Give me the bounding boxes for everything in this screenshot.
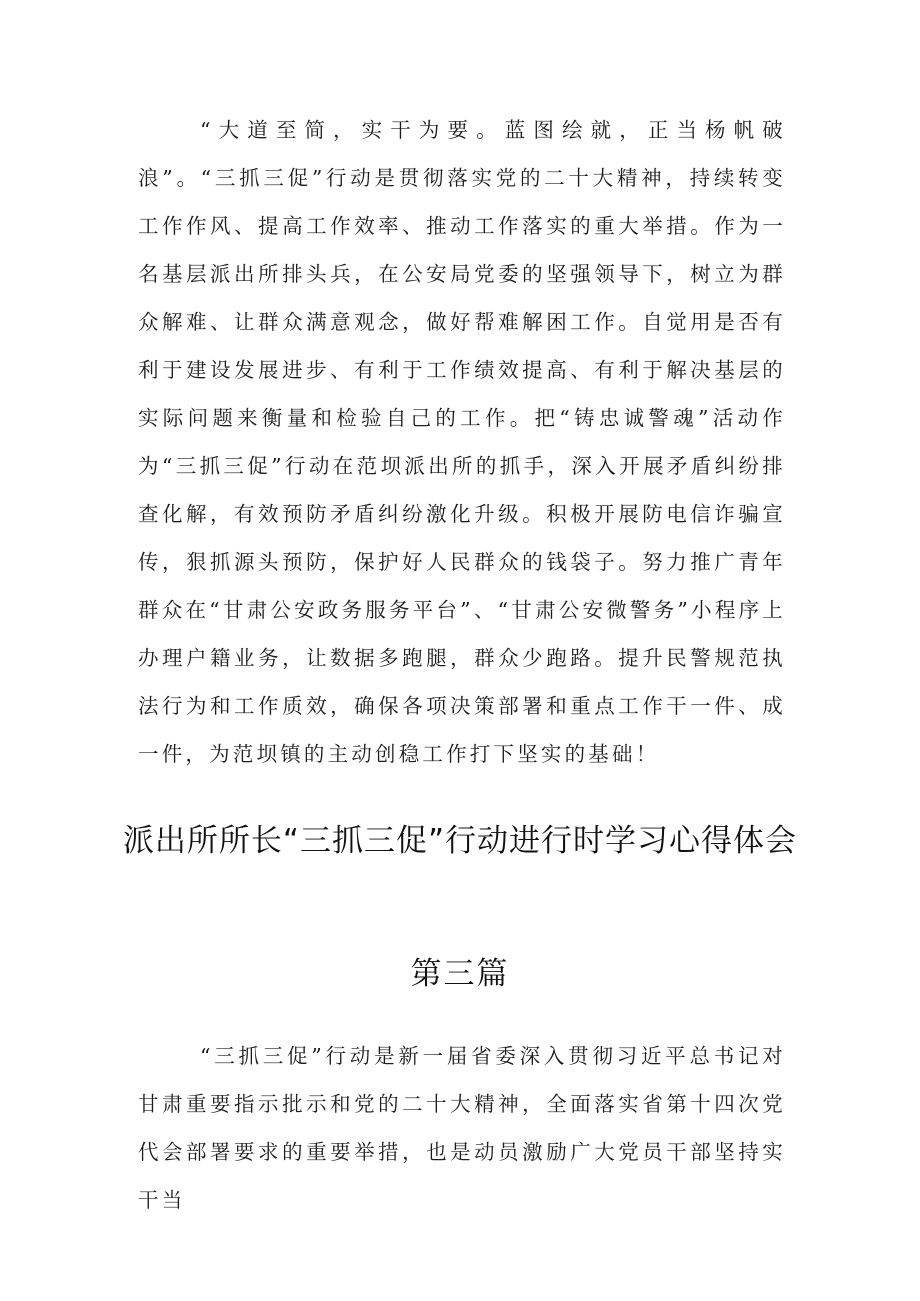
body-paragraph-1: “大道至简，实干为要。蓝图绘就，正当杨帆破浪”。“三抓三促”行动是贯彻落实党的二十大精神，持续转变工作作风、提高工作效率、推动工作落实的重大举措。作为一名基层派出所排头兵，在公安局党委的坚强领导下，树立为群众解难、让群众满意观念，做好帮难解困工作。自觉用是否有利于建设发展进步、有利于工作绩效提高、有利于解决基层的实际问题来衡量和检验自己的工作。把“铸忠诚警魂”活动作为“三抓三促”行动在范坝派出所的抓手，深入开展矛盾纠纷排查化解，有效预防矛盾纠纷激化升级。积极开展防电信诈骗宣传，狠抓源头预防，保护好人民群众的钱袋子。努力推广青年群众在“甘肃公安政务服务平台”、“甘肃公安微警务”小程序上办理户籍业务，让数据多跑腿，群众少跑路。提升民警规范执法行为和工作质效，确保各项决策部署和重点工作干一件、成一件，为范坝镇的主动创稳工作打下坚实的基础！ xyxy=(138,118,786,766)
article-title: 派出所所长“三抓三促”行动进行时学习心得体会 xyxy=(122,823,798,859)
body-paragraph-2: “三抓三促”行动是新一届省委深入贯彻习近平总书记对甘肃重要指示批示和党的二十大精神，全面落实省第十四次党代会部署要求的重要举措，也是动员激励广大党员干部坚持实干当 xyxy=(138,1044,786,1212)
article-subtitle: 第三篇 xyxy=(410,956,510,992)
